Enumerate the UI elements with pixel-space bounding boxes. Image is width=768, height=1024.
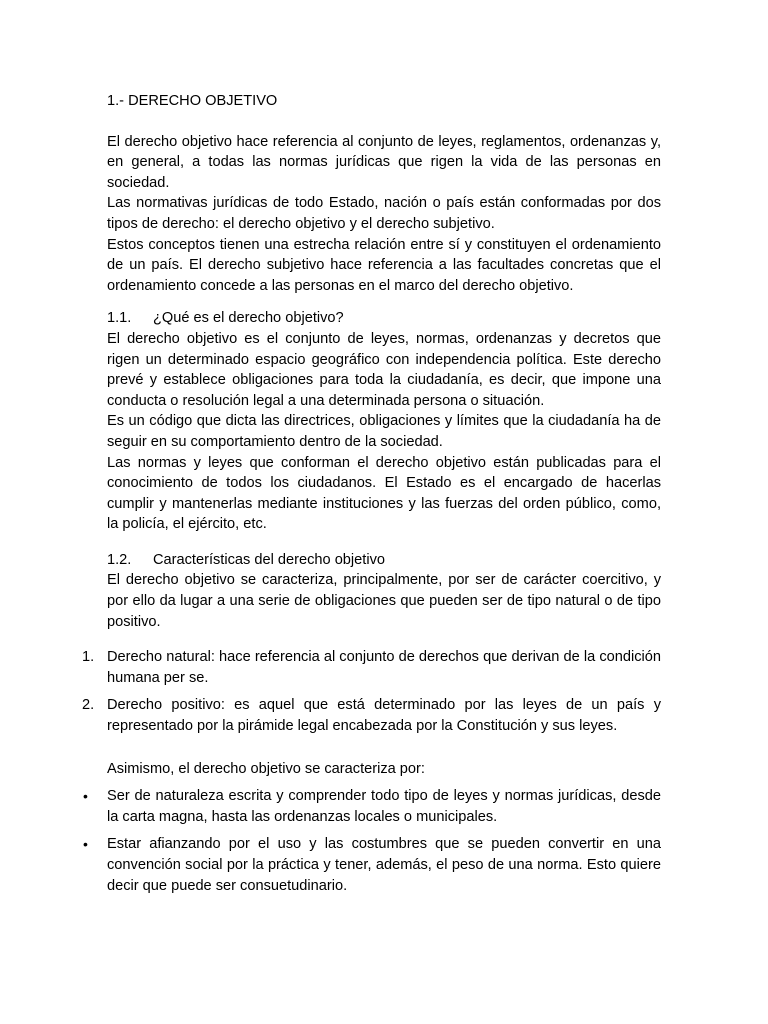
list-item	[82, 647, 661, 688]
spacer	[107, 779, 661, 786]
paragraph: Las normas y leyes que conforman el derecho objetivo están publicadas para el conocimiento de todos los ciudadanos. El Estado es el encargado de hacerlas cumplir y mantenerlas mediante instituciones y las fuerzas del orden público, como, la policía, el ejército, etc.	[107, 454, 661, 533]
list-item-text: Estar afianzando por el uso y las costumbres que se pueden convertir en una convención social por la práctica y tener, además, el peso de una norma. Esto quiere decir que puede ser consuetudinario.	[107, 836, 661, 894]
subsection-heading	[107, 550, 661, 571]
list-item-text: Derecho positivo: es aquel que está determinado por las leyes de un país y representado por la pirámide legal encabezada por la Constitución y sus leyes.	[107, 697, 661, 735]
paragraph: Es un código que dicta las directrices, obligaciones y límites que la ciudadanía ha de seguir en su comportamiento dentro de la sociedad.	[107, 413, 661, 450]
list-item-text: Ser de naturaleza escrita y comprender todo tipo de leyes y normas jurídicas, desde la carta magna, hasta las ordenanzas locales o municipales.	[107, 788, 661, 825]
list-item-text: Derecho natural: hace referencia al conjunto de derechos que derivan de la condición humana per se.	[107, 649, 661, 686]
paragraph: Estos conceptos tienen una estrecha relación entre sí y constituyen el ordenamiento de un país. El derecho subjetivo hace referencia a las facultades concretas que el ordenamiento concede a las personas en el marco del derecho objetivo.	[107, 236, 661, 294]
paragraph: El derecho objetivo se caracteriza, principalmente, por ser de carácter coercitivo, y por ello da lugar a una serie de obligaciones que pueden ser de tipo natural o de tipo positivo.	[107, 572, 661, 630]
subsection-heading	[107, 308, 661, 329]
numbered-list	[82, 647, 661, 736]
subsection-title: ¿Qué es el derecho objetivo?	[153, 310, 344, 327]
section-title: 1.- DERECHO OBJETIVO	[107, 93, 278, 109]
bullet-list	[83, 786, 661, 896]
paragraph: El derecho objetivo hace referencia al conjunto de leyes, reglamentos, ordenanzas y, en general, a todas las normas jurídicas que rigen la vida de las personas en sociedad.	[107, 133, 661, 191]
list-marker: 2.	[82, 697, 95, 714]
spacer	[107, 296, 661, 308]
spacer	[107, 535, 661, 550]
paragraph: El derecho objetivo es el conjunto de leyes, normas, ordenanzas y decretos que rigen un determinado espacio geográfico con independencia política. Este derecho prevé y establece obligaciones para toda la ciudadanía, es decir, que impone una conducta o resolución legal a una determinada persona o situación.	[107, 330, 661, 409]
document-page	[82, 91, 661, 896]
spacer	[107, 632, 661, 647]
list-item	[83, 786, 661, 827]
bullet-marker: •	[83, 836, 88, 853]
paragraph: Asimismo, el derecho objetivo se caracteriza por:	[107, 760, 425, 777]
list-marker: 1.	[82, 649, 95, 666]
subsection-number: 1.1.	[107, 310, 132, 327]
subsection-number: 1.2.	[107, 551, 132, 568]
list-item	[82, 695, 661, 736]
bullet-marker: •	[83, 788, 88, 805]
spacer	[107, 737, 661, 759]
subsection-title: Características del derecho objetivo	[153, 551, 385, 568]
paragraph: Las normativas jurídicas de todo Estado, nación o país están conformadas por dos tipos de derecho: el derecho objetivo y el derecho subjetivo.	[107, 195, 661, 232]
list-item	[83, 834, 661, 896]
